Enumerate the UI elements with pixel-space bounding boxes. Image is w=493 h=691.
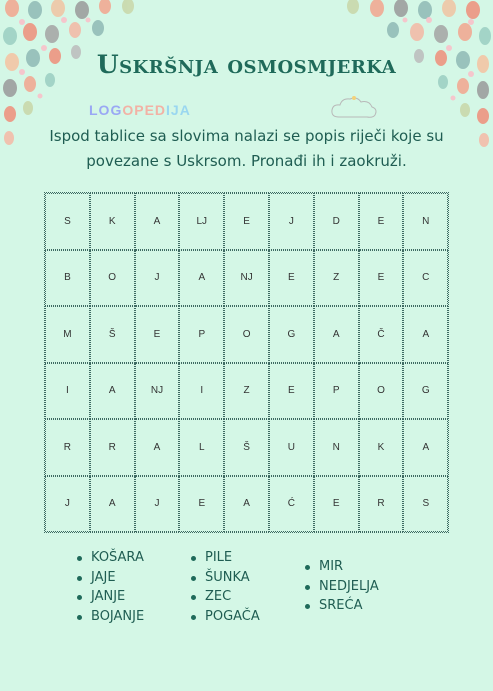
grid-cell[interactable]: S <box>45 193 90 250</box>
grid-cell[interactable]: E <box>359 250 404 307</box>
grid-cell[interactable]: A <box>179 250 224 307</box>
grid-cell[interactable]: E <box>314 476 359 533</box>
grid-cell[interactable]: R <box>90 419 135 476</box>
grid-cell[interactable]: B <box>45 250 90 307</box>
grid-cell[interactable]: J <box>135 476 180 533</box>
grid-cell[interactable]: A <box>135 193 180 250</box>
grid-cell[interactable]: E <box>359 193 404 250</box>
grid-cell[interactable]: R <box>359 476 404 533</box>
word-list-item: KOŠARA <box>73 548 173 568</box>
grid-cell[interactable]: J <box>135 250 180 307</box>
grid-cell[interactable]: E <box>179 476 224 533</box>
word-list-item: NEDJELJA <box>301 577 379 597</box>
word-list-item: MIR <box>301 557 379 577</box>
grid-cell[interactable]: E <box>224 193 269 250</box>
word-list-column-3 <box>301 557 379 626</box>
grid-cell[interactable]: Š <box>224 419 269 476</box>
grid-cell[interactable]: Z <box>224 363 269 420</box>
word-list-item: JAJE <box>73 568 173 588</box>
grid-cell[interactable]: L <box>179 419 224 476</box>
word-list <box>73 548 379 626</box>
logopedija-logo: LOGOPEDIJA <box>89 102 191 118</box>
grid-cell[interactable]: O <box>224 306 269 363</box>
word-list-item: POGAČA <box>187 607 287 627</box>
grid-cell[interactable]: P <box>179 306 224 363</box>
grid-cell[interactable]: I <box>45 363 90 420</box>
grid-cell[interactable]: A <box>403 419 448 476</box>
word-list-column-1 <box>73 548 173 626</box>
word-list-item: ŠUNKA <box>187 568 287 588</box>
grid-cell[interactable]: O <box>90 250 135 307</box>
grid-cell[interactable]: R <box>45 419 90 476</box>
grid-cell[interactable]: A <box>135 419 180 476</box>
grid-cell[interactable]: J <box>45 476 90 533</box>
grid-cell[interactable]: G <box>403 363 448 420</box>
instructions-text: Ispod tablice sa slovima nalazi se popis riječi koje su povezane s Uskrsom. Pronađi ih i zaokruži. <box>49 127 444 170</box>
grid-cell[interactable]: K <box>359 419 404 476</box>
grid-cell[interactable]: A <box>403 306 448 363</box>
grid-cell[interactable]: A <box>224 476 269 533</box>
grid-cell[interactable]: P <box>314 363 359 420</box>
grid-cell[interactable]: Š <box>90 306 135 363</box>
grid-cell[interactable]: E <box>269 363 314 420</box>
grid-cell[interactable]: O <box>359 363 404 420</box>
grid-cell[interactable]: N <box>403 193 448 250</box>
grid-cell[interactable]: G <box>269 306 314 363</box>
word-list-item: SREĆA <box>301 596 379 616</box>
grid-cell[interactable]: D <box>314 193 359 250</box>
grid-cell[interactable]: A <box>90 363 135 420</box>
word-list-item: JANJE <box>73 587 173 607</box>
grid-cell[interactable]: S <box>403 476 448 533</box>
grid-cell[interactable]: I <box>179 363 224 420</box>
cloud-logo <box>329 95 379 121</box>
grid-cell[interactable]: C <box>403 250 448 307</box>
word-list-item: BOJANJE <box>73 607 173 627</box>
grid-cell[interactable]: K <box>90 193 135 250</box>
word-list-item: ZEC <box>187 587 287 607</box>
grid-cell[interactable]: Z <box>314 250 359 307</box>
grid-cell[interactable]: E <box>269 250 314 307</box>
grid-cell[interactable]: J <box>269 193 314 250</box>
grid-cell[interactable]: NJ <box>135 363 180 420</box>
grid-cell[interactable]: LJ <box>179 193 224 250</box>
grid-cell[interactable]: U <box>269 419 314 476</box>
grid-cell[interactable]: Ć <box>269 476 314 533</box>
word-list-column-2 <box>187 548 287 626</box>
grid-cell[interactable]: NJ <box>224 250 269 307</box>
grid-cell[interactable]: Č <box>359 306 404 363</box>
grid-cell[interactable]: A <box>90 476 135 533</box>
word-search-grid <box>44 192 449 533</box>
grid-cell[interactable]: N <box>314 419 359 476</box>
word-list-item: PILE <box>187 548 287 568</box>
grid-cell[interactable]: M <box>45 306 90 363</box>
grid-cell[interactable]: A <box>314 306 359 363</box>
page-title: Uskršnja osmosmjerka <box>96 50 397 79</box>
grid-cell[interactable]: E <box>135 306 180 363</box>
